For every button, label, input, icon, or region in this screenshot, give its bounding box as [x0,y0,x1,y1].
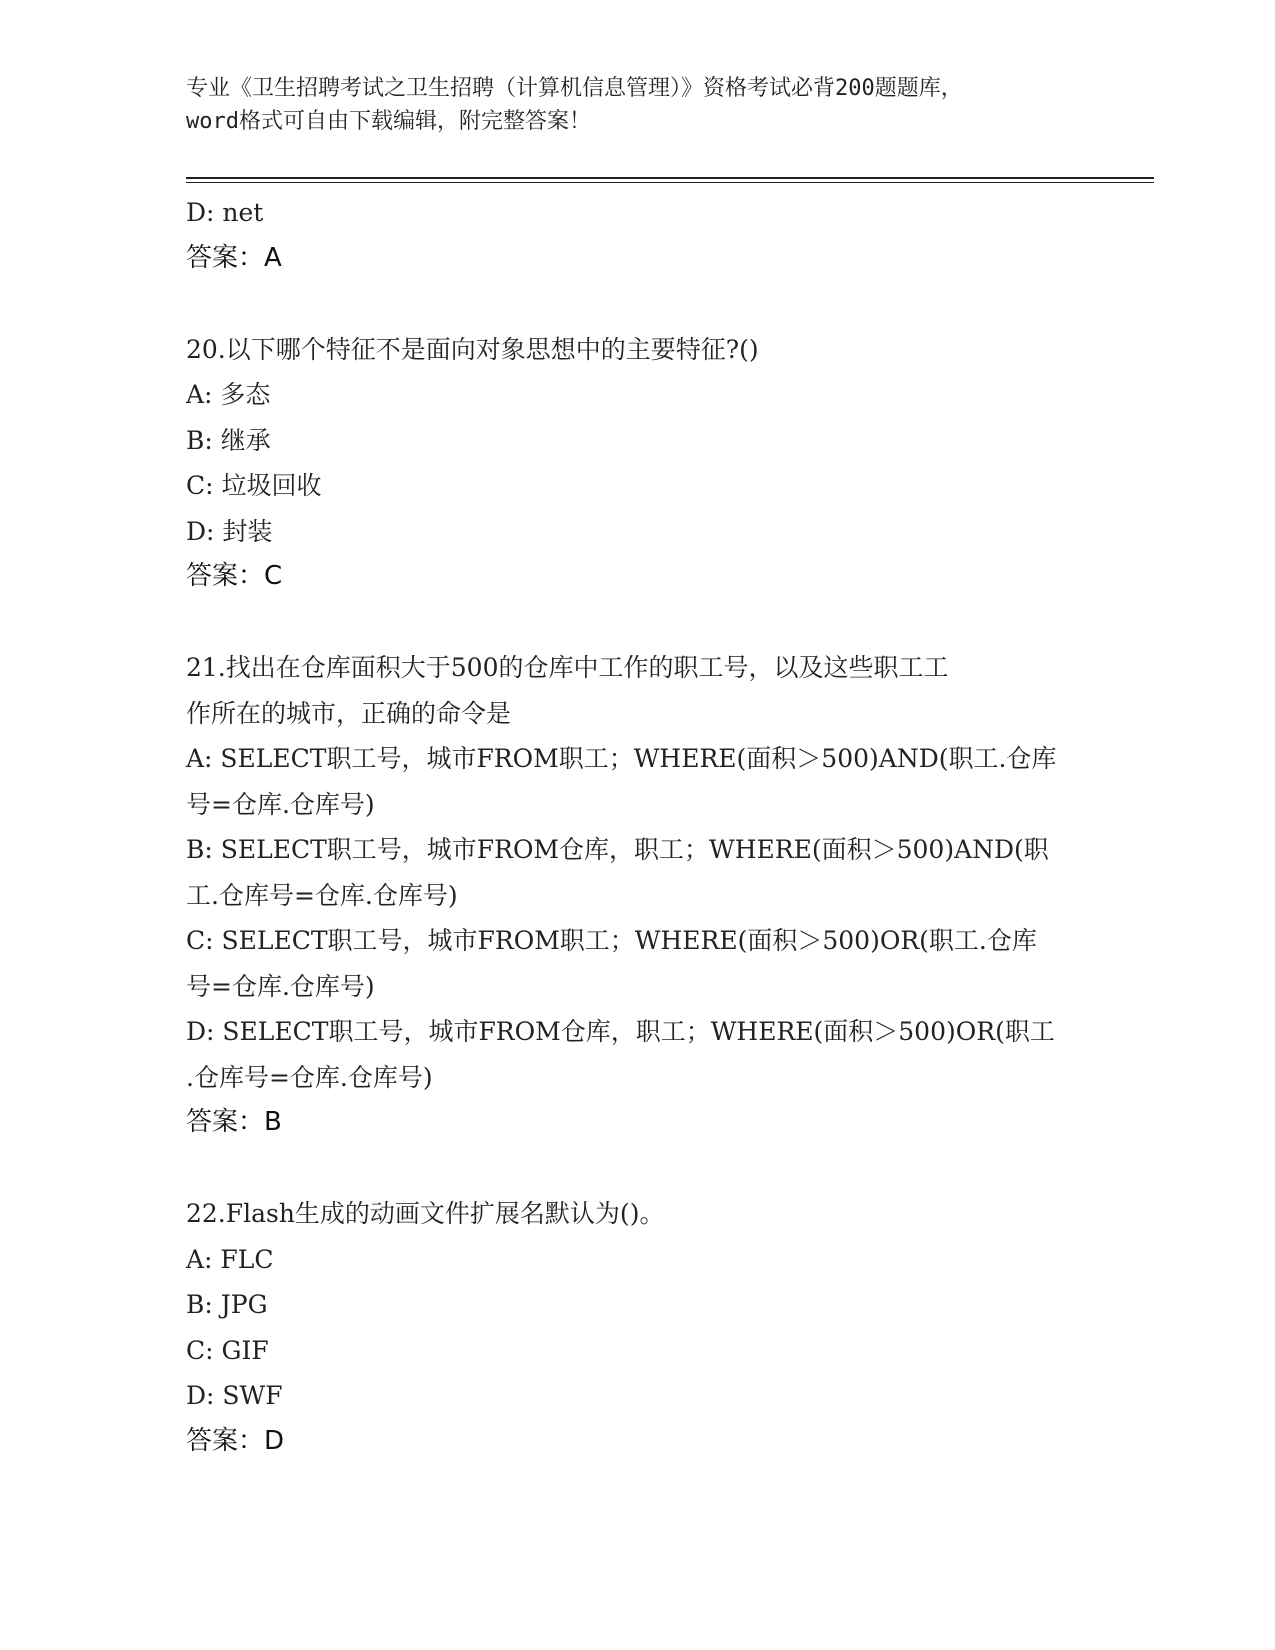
option-c-line: C: GIF [186,1335,269,1365]
question-title-line: 22.Flash生成的动画文件扩展名默认为()。 [186,1199,665,1228]
option-a-line: 号=仓库.仓库号) [186,789,375,819]
option-c-line: C: 垃圾回收 [186,471,322,500]
option-b-line: B: JPG [186,1290,268,1319]
header-divider-thin [186,182,1154,183]
option-c-line: C: SELECT职工号，城市FROM职工；WHERE(面积＞500)OR(职工.仓库 [186,926,1037,955]
option-d-line: D: SELECT职工号，城市FROM仓库，职工；WHERE(面积＞500)OR(职工 [186,1017,1055,1046]
question-title-line: 作所在的城市，正确的命令是 [186,698,512,728]
question-spacer [186,1146,1086,1192]
header-line-2: word格式可自由下载编辑，附完整答案！ [186,109,591,134]
question-title-line: 21.找出在仓库面积大于500的仓库中工作的职工号，以及这些职工工 [186,653,949,682]
answer-line: 答案：D [186,1425,285,1456]
option-b-line: B: 继承 [186,425,271,455]
header-line-1: 专业《卫生招聘考试之卫生招聘（计算机信息管理）》资格考试必背200题题库， [186,76,963,101]
option-d-line: D: SWF [186,1381,283,1410]
option-a-line: A: 多态 [186,380,271,409]
option-c-line: 号=仓库.仓库号) [186,971,375,1001]
answer-line: 答案：C [186,561,283,591]
answer-line: 答案：A [186,242,282,273]
option-d-line: D: 封装 [186,516,273,546]
question-title-line: 20.以下哪个特征不是面向对象思想中的主要特征?() [186,334,759,364]
previous-question-tail [186,190,1086,281]
question-list [186,281,1086,1464]
option-a-line: A: FLC [186,1244,274,1274]
question-block [186,1191,1086,1464]
option-d-line: .仓库号=仓库.仓库号) [186,1062,433,1092]
option-d: D: net [186,198,264,227]
question-block [186,327,1086,600]
answer-line: 答案：B [186,1107,282,1137]
header-divider-thick [186,177,1154,179]
option-b-line: B: SELECT职工号，城市FROM仓库，职工；WHERE(面积＞500)AND(职 [186,835,1049,864]
question-spacer [186,600,1086,646]
document-body [186,190,1086,1464]
question-spacer [186,281,1086,327]
document-header [186,72,1106,138]
option-a-line: A: SELECT职工号，城市FROM职工；WHERE(面积＞500)AND(职工.仓库 [186,744,1057,773]
question-block [186,645,1086,1146]
option-b-line: 工.仓库号=仓库.仓库号) [186,880,458,910]
